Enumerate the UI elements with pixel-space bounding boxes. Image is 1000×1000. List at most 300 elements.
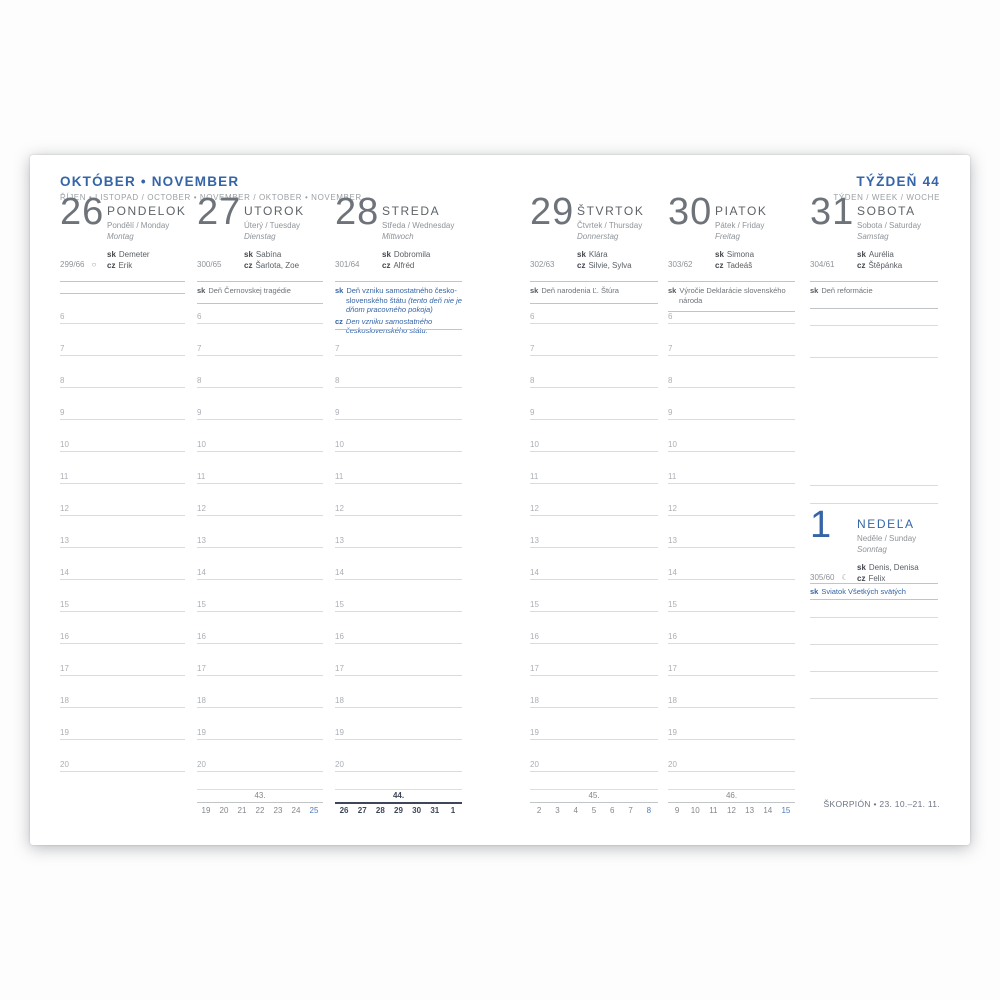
events-divider [197,303,323,304]
hour-line [530,515,658,516]
nameday-cz-value: Erik [118,261,133,270]
hour-label-11: 11 [668,472,677,481]
mini-week-number: 43. [254,791,266,800]
strip-top-line [197,789,323,790]
hour-line [335,579,462,580]
day-of-year [60,260,96,269]
mini-day-6: 6 [610,806,615,815]
hour-label-17: 17 [530,664,539,673]
mini-week-days [335,806,462,815]
nameday-sk [577,249,608,260]
hour-label-7: 7 [197,344,202,353]
hour-label-16: 16 [335,632,344,641]
hour-line [197,547,323,548]
hour-line [60,387,185,388]
hour-line [197,675,323,676]
diary-week-page [30,155,970,845]
hour-label-16: 16 [530,632,539,641]
language-prefix: sk [810,587,819,596]
day-column-30 [668,155,795,845]
day-column-26 [60,155,185,845]
day-of-year [810,573,849,582]
hour-line [668,547,795,548]
day-translations [107,221,169,242]
hour-line [668,771,795,772]
day-of-year-value: 301/64 [335,260,360,269]
writing-line [810,671,938,672]
hour-label-11: 11 [335,472,344,481]
day-translations [577,221,642,242]
mini-week-days [197,806,323,815]
hour-line [60,611,185,612]
hour-label-8: 8 [335,376,340,385]
language-prefix: cz [857,261,866,270]
mini-day-21: 21 [237,806,247,815]
mini-week-underline [668,802,795,803]
hour-label-12: 12 [197,504,206,513]
hour-label-16: 16 [197,632,206,641]
hour-line [530,739,658,740]
hour-line [60,771,185,772]
hour-line [60,483,185,484]
hour-line [335,515,462,516]
mini-day-13: 13 [745,806,755,815]
holiday-event [335,317,462,336]
hour-line [335,675,462,676]
hour-label-11: 11 [197,472,206,481]
day-translation-czen: Úterý / Tuesday [244,221,301,230]
mini-day-3: 3 [555,806,560,815]
day-of-year-value: 300/65 [197,260,222,269]
day-column-31 [810,155,938,845]
hour-line [60,355,185,356]
hour-line [668,451,795,452]
hour-line [335,419,462,420]
nameday-cz [107,260,132,271]
day-number: 26 [60,191,105,233]
hour-line [530,771,658,772]
hour-label-6: 6 [530,312,535,321]
hour-line [668,643,795,644]
hour-label-7: 7 [60,344,65,353]
holiday-event [530,286,658,296]
day-name: NEDEĽA [857,517,915,531]
hour-label-18: 18 [668,696,677,705]
event-text: Deň Černovskej tragédie [208,286,291,295]
hour-line [335,707,462,708]
hour-line [530,419,658,420]
language-prefix: sk [810,286,819,295]
hour-line [530,387,658,388]
hour-line [197,387,323,388]
hour-label-12: 12 [668,504,677,513]
language-prefix: sk [857,563,866,572]
hour-label-12: 12 [530,504,539,513]
holiday-event [810,286,938,296]
events-divider [335,329,462,330]
hour-label-18: 18 [60,696,69,705]
mini-week-46 [668,789,795,821]
event-text: (tento deň nie je dňom pracovného pokoja) [346,295,462,314]
hour-label-14: 14 [197,568,206,577]
day-number: 30 [668,191,713,233]
events-area [668,286,795,307]
hour-line [60,451,185,452]
mini-day-24: 24 [291,806,301,815]
hour-label-20: 20 [60,760,69,769]
hour-label-14: 14 [530,568,539,577]
day-translation-de: Freitag [715,231,740,241]
hour-line [530,355,658,356]
mini-day-20: 20 [219,806,229,815]
hour-label-13: 13 [60,536,69,545]
hour-label-13: 13 [530,536,539,545]
mini-week-number: 44. [392,791,405,800]
hour-label-20: 20 [335,760,344,769]
hour-line [335,547,462,548]
day-name: UTOROK [244,204,305,218]
week-number-subtitle: TÝDEN / WEEK / WOCHE [833,193,940,202]
mini-day-9: 9 [674,806,680,815]
hour-label-12: 12 [60,504,69,513]
language-prefix: sk [715,250,724,259]
day-number: 27 [197,191,242,233]
strip-top-line [668,789,795,790]
events-divider [810,308,938,309]
hour-label-12: 12 [335,504,344,513]
hour-line [530,611,658,612]
day-of-year-value: 305/60 [810,573,835,582]
hour-label-15: 15 [530,600,539,609]
hour-label-14: 14 [335,568,344,577]
hour-line [197,323,323,324]
hour-line [668,483,795,484]
day-translations [857,221,921,242]
day-name: PONDELOK [107,204,187,218]
hour-line [197,451,323,452]
hour-label-19: 19 [335,728,344,737]
hour-label-18: 18 [335,696,344,705]
hour-label-6: 6 [668,312,673,321]
mini-day-25: 25 [309,806,319,815]
nameday-cz-value: Štěpánka [868,261,903,270]
mini-day-23: 23 [273,806,283,815]
strip-top-line [335,789,462,790]
event-text: Deň narodenia Ľ. Štúra [541,286,619,295]
nameday-cz-value: Felix [868,574,886,583]
hour-label-20: 20 [530,760,539,769]
hour-label-8: 8 [668,376,673,385]
events-divider [668,311,795,312]
language-prefix: cz [335,316,343,326]
header-divider [668,281,795,282]
nameday-cz-value: Silvie, Sylva [588,261,632,270]
day-translations [857,534,916,555]
mini-day-30: 30 [412,806,422,815]
writing-line [810,485,938,486]
nameday-sk-value: Denis, Denisa [868,563,919,572]
language-prefix: cz [715,261,724,270]
event-text: Deň vzniku samostatného česko-slovenského štátu [346,286,457,305]
sunday-header-divider [810,583,938,584]
day-translation-czen: Středa / Wednesday [382,221,455,230]
hour-label-17: 17 [60,664,69,673]
hour-label-9: 9 [197,408,202,417]
hour-label-15: 15 [197,600,206,609]
holiday-event [197,286,323,296]
day-translations [382,221,454,242]
hour-line [335,355,462,356]
nameday-sk-value: Sabína [255,250,282,259]
hour-label-14: 14 [668,568,677,577]
hour-label-10: 10 [60,440,69,449]
nameday-cz-value: Šarlota, Zoe [255,261,300,270]
hour-line [668,515,795,516]
nameday-cz-value: Alfréd [393,261,415,270]
mini-day-11: 11 [709,806,718,815]
mini-day-31: 31 [430,806,440,815]
mini-day-15: 15 [781,806,791,815]
hour-line [335,739,462,740]
hour-line [668,739,795,740]
nameday-sk-value: Klára [588,250,608,259]
hour-line [530,675,658,676]
month-title: OKTÓBER • NOVEMBER [60,174,240,189]
hour-line [197,419,323,420]
language-prefix: cz [107,261,116,270]
day-column-29 [530,155,658,845]
mini-day-4: 4 [573,806,578,815]
sunday-events-divider [810,599,938,600]
mini-week-45 [530,789,658,821]
mini-day-19: 19 [201,806,211,815]
hour-line [197,611,323,612]
hour-line [335,483,462,484]
hour-line [197,579,323,580]
hour-line [60,643,185,644]
hour-label-20: 20 [668,760,677,769]
mini-week-number: 45. [588,791,600,800]
day-column-28 [335,155,462,845]
hour-label-17: 17 [197,664,206,673]
hour-line [60,515,185,516]
events-area [810,286,938,298]
mini-day-5: 5 [591,806,597,815]
day-translations [715,221,764,242]
events-divider [60,293,185,294]
day-translation-czen: Neděle / Sunday [857,534,917,543]
hour-line [530,547,658,548]
nameday-cz [715,260,752,271]
hour-label-16: 16 [668,632,677,641]
hour-label-7: 7 [335,344,340,353]
header-divider [810,281,938,282]
header-divider [60,281,185,282]
hour-label-8: 8 [60,376,65,385]
day-of-year-value: 304/61 [810,260,835,269]
day-name: PIATOK [715,204,768,218]
nameday-sk [857,249,894,260]
mini-day-7: 7 [628,806,633,815]
mini-day-10: 10 [690,806,700,815]
day-column-27 [197,155,323,845]
hour-line [60,675,185,676]
mini-day-14: 14 [763,806,773,815]
hour-label-13: 13 [197,536,206,545]
hour-line [197,771,323,772]
hour-label-19: 19 [668,728,677,737]
hour-label-15: 15 [668,600,677,609]
moon-phase-icon: ☾ [841,573,849,582]
day-of-year-value: 303/62 [668,260,693,269]
nameday-cz-value: Tadeáš [726,261,753,270]
hour-line [668,387,795,388]
nameday-cz [857,260,902,271]
zodiac-label: ŠKORPIÓN • 23. 10.–21. 11. [823,799,940,809]
mini-day-12: 12 [727,806,736,815]
events-area [530,286,658,298]
hour-label-8: 8 [530,376,535,385]
nameday-sk [244,249,281,260]
nameday-sk-value: Simona [726,250,755,259]
hour-line [197,739,323,740]
hour-label-18: 18 [197,696,206,705]
hour-label-9: 9 [335,408,340,417]
hour-label-17: 17 [335,664,344,673]
hour-line [197,643,323,644]
hour-label-6: 6 [197,312,202,321]
hour-line [668,611,795,612]
events-area [197,286,323,298]
mini-week-underline [197,802,323,803]
hour-label-7: 7 [530,344,535,353]
mini-day-1: 1 [450,806,456,815]
hour-line [197,515,323,516]
nameday-sk-value: Aurélia [868,250,894,259]
hour-line [335,771,462,772]
hour-label-17: 17 [668,664,677,673]
day-translation-czen: Pátek / Friday [715,221,765,230]
writing-line [810,617,938,618]
hour-label-13: 13 [668,536,677,545]
hour-line [60,323,185,324]
hour-label-18: 18 [530,696,539,705]
header-divider [197,281,323,282]
hour-label-11: 11 [530,472,539,481]
language-prefix: sk [668,286,677,295]
day-number: 29 [530,191,575,233]
holiday-event [668,286,795,305]
mini-week-43 [197,789,323,821]
nameday-sk-value: Dobromila [393,250,431,259]
day-of-year-value: 302/63 [530,260,555,269]
nameday-sk [382,249,430,260]
holiday-event [335,286,462,315]
hour-label-13: 13 [335,536,344,545]
language-prefix: sk [107,250,116,259]
holiday-event [810,587,938,597]
moon-phase-icon: ○ [91,260,97,269]
day-of-year [197,260,221,269]
month-subtitle: ŘÍJEN • LISTOPAD / OCTOBER • NOVEMBER / OKTOBER • NOVEMBER [60,193,362,202]
writing-line [810,357,938,358]
hour-label-6: 6 [60,312,65,321]
hour-line [60,547,185,548]
nameday-sk-value: Demeter [118,250,150,259]
hour-line [60,579,185,580]
mini-week-underline [530,802,658,803]
day-of-year [668,260,692,269]
language-prefix: cz [577,261,586,270]
hour-line [335,611,462,612]
language-prefix: cz [244,261,253,270]
hour-label-11: 11 [60,472,69,481]
sunday-events-area [810,587,938,599]
hour-line [668,323,795,324]
day-of-year [530,260,554,269]
hour-line [60,707,185,708]
events-divider [530,303,658,304]
hour-line [530,323,658,324]
writing-line [810,325,938,326]
week-number-title: TÝŽDEŇ 44 [856,174,940,189]
hour-label-8: 8 [197,376,202,385]
hour-line [668,579,795,580]
hour-label-19: 19 [197,728,206,737]
day-number: 1 [810,504,833,546]
day-translation-de: Dienstag [244,231,276,241]
mini-week-days [668,806,795,815]
hour-line [668,419,795,420]
event-text: Výročie Deklarácie slovenského národa [679,286,786,305]
mini-week-number: 46. [725,791,738,800]
day-translations [244,221,300,242]
mini-week-underline [335,802,462,804]
language-prefix: sk [857,250,866,259]
hour-line [668,707,795,708]
language-prefix: sk [244,250,253,259]
hour-line [530,643,658,644]
hour-label-9: 9 [668,408,673,417]
language-prefix: sk [197,286,206,295]
hour-line [197,483,323,484]
header-divider [530,281,658,282]
nameday-sk [715,249,754,260]
mini-day-22: 22 [255,806,265,815]
hour-label-19: 19 [60,728,69,737]
hour-line [60,739,185,740]
language-prefix: cz [382,261,391,270]
event-text: Sviatok Všetkých svätých [821,587,906,596]
day-number: 28 [335,191,380,233]
hour-line [197,707,323,708]
day-name: STREDA [382,204,441,218]
language-prefix: sk [577,250,586,259]
hour-label-15: 15 [60,600,69,609]
language-prefix: sk [530,286,539,295]
nameday-sk [107,249,150,260]
day-of-year-value: 299/66 [60,260,85,269]
day-of-year [335,260,359,269]
hour-label-20: 20 [197,760,206,769]
mini-day-8: 8 [646,806,652,815]
mini-day-28: 28 [375,806,385,815]
header-divider [335,281,462,282]
hour-line [530,707,658,708]
hour-label-15: 15 [335,600,344,609]
hour-line [530,451,658,452]
mini-day-26: 26 [339,806,349,815]
